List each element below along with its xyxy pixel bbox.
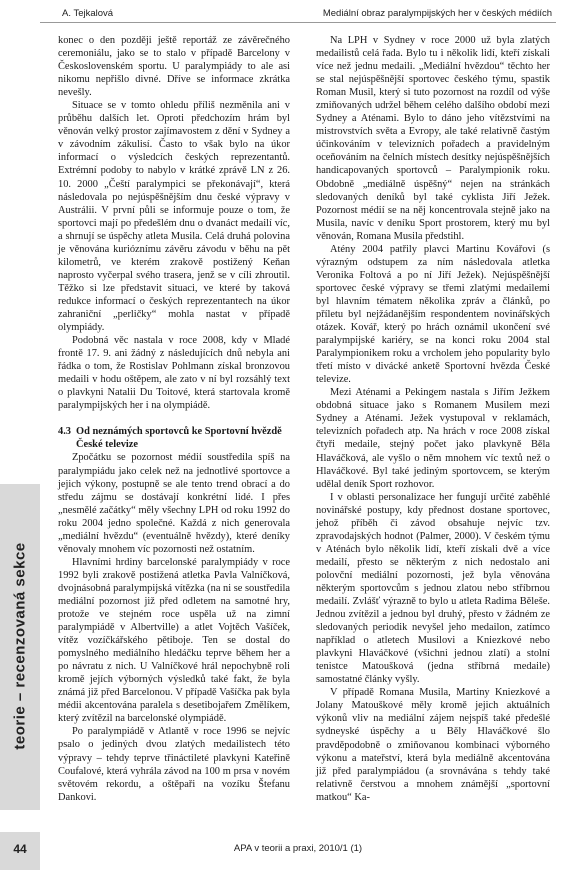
section-number: 4.3 [58,426,71,438]
paragraph: Mezi Aténami a Pekingem nastala s Jiřím Ježkem obdobná situace jako s Romanem Musilem mezi Sydney a Aténami. Ježek vystupoval v reklamách, televizních pořadech atp. Na hrách v roce 2008 získal čtyři medaile, stejný počet jako plavkyně Běla Hlaváčková, ale vyšlo o něm mnohem víc textů než o Hlaváčkové. Byl také jediným sportovcem, se kterým udělal deník Sport rozhovor. [316,387,550,490]
paragraph: Na LPH v Sydney v roce 2000 už byla zlatých medailistů celá řada. Bylo tu i několik lidí, kteří získali více než jednu medaili. „Mediální hvězdou“ těchto her se stal nejúspěšnější sportovec českého týmu, spastik Roman Musil, který si tuto pozornost na rozdíl od výše zmiňovaných udržel během celého dalšího období mezi Sydney a Aténami. Bylo to dáno jeho vítězstvími na mistrovstvích světa a Evropy, ale také relativně častým účinkováním v televizních pořadech a pravidelným oceňováním na čelních místech desítky nejúspěšnějších handicapovaných sportovců – Paralympionik roku. Obdobně „mediálně úspěšný“ nejen na stránkách sledovaných deníků byl také cyklista Jiří Ježek. Pozornost médií se na něj koncentrovala stejně jako na Musila, navíc v deníku Sport prostorem, který mu byl věnován, Romana Musila předstihl. [316,35,550,242]
left-column [58,34,290,804]
header-author: A. Tejkalová [62,8,114,19]
section-sidebar-label: teorie – recenzovaná sekce [11,542,29,750]
paragraph: Atény 2004 patřily plavci Martinu Kovářovi (s výrazným odstupem za ním následovala atletka Veronika Foltová a po ní Jiří Ježek). Nejúspěšnější sportovec české výpravy se třemi zlatými medailemi byl hlavním tématem několika zpráv a článků, po příletu byl nejžádanějším respondentem novinářských otázek. Kovář, který po hrách oznámil ukončení své paralympijské kariéry, se na konci roku 2004 stal Paralympionikem roku a vrcholem jeho popularity bylo třetí místo v divácké anketě Sportovní hvězda České televize. [316,243,550,386]
page-footer: APA v teorii a praxi, 2010/1 (1) [233,843,363,854]
right-column [316,34,550,804]
paragraph: V případě Romana Musila, Martiny Kniezkové a Jolany Matouškové měly kromě jejich aktuálních výkonů vliv na mediální zájem nejspíš také předešlé sydneyské úspěchy a u Běly Hlaváčkové šlo pravděpodobně o zmiňovanou kombinaci výborného výkonu a mateřství, která byla mediálně akcentována již před paralympiádou (a srovnávána s tehdy také relativně čerstvou a mnohem známější „sportovní matkou“ Ka- [316,687,550,803]
page-number: 44 [13,842,27,856]
paragraph: Podobná věc nastala v roce 2008, kdy v Mladé frontě 17. 9. ani žádný z následujících dnů nebyla ani řádka o tom, že Rostislav Pohlmann získal bronzovou medaili v hodu oštěpem, ale zato v ní byl rozsáhlý text o plavkyni Natalii Du Toitové, která startovala kromě paralympijských her i na olympiádě. [58,335,290,412]
paragraph: Situace se v tomto ohledu příliš nezměnila ani v průběhu dalších let. Oproti předchozím hrám byl věnován velký prostor zajímavostem z dění v Sydney a v závodním zákulisí. Často to však bylo na úkor informací o výsledcích českých reprezentantů. Extrémní podoby to nabylo v krátké zprávě LN z 26. 10. 2000 „Čeští paralympici se překonávají“, která následovala po nejúspěšnějším dnu české výpravy v Austrálii. V první půli se informuje pouze o tom, že sportovci mají po předešlém dnu o dvanáct medailí víc, a shrnují se úspěchy atleta Musila. Celá druhá polovina je věnována kurióznímu závěru závodu v běhu na pět kilometrů, ve kterém zrakově postižený Keňan naprosto vyčerpal svého trasera, jenž se v cíli zhroutil. Těžko si lze představit situaci, ve které by taková redukce informací o českých reprezentantech na úkor zahraniční „perličky“ mohla nastat v případě olympiády. [58,100,290,334]
section-title: Od neznámých sportovců ke Sportovní hvězdě České televize [76,426,282,451]
paragraph: Po paralympiádě v Atlantě v roce 1996 se nejvíc psalo o jediných dvou zlatých medailistech této výpravy – tehdy teprve třináctileté plavkyni Kateřině Coufalové, která vyhrála závod na 100 m prsa v novém světovém rekordu, a oštěpaři na vozíku Štefanu Dankovi. [58,726,290,803]
header-divider [40,22,556,23]
header-running-title: Mediální obraz paralympijských her v českých médiích [322,8,552,19]
paragraph: Zpočátku se pozornost médií soustředila spíš na paralympiádu jako celek než na jednotlivé sportovce a jejich výkony, postupně se ale tento trend obrací a do středu zájmu se dostávají konkrétní lidé. I přes „nesmělé začátky“ měly všechny LPH od roku 1992 do roku 2004 jedno společné. Každá z nich generovala „mediální hvězdu“ (eventuálně hvězdy), které deníky věnovaly mnohem víc pozornosti než ostatním. [58,452,290,555]
running-header [40,6,556,22]
paragraph: Hlavními hrdiny barcelonské paralympiády v roce 1992 byli zrakově postižená atletka Pavla Valníčková, dvojnásobná paralympijská vítězka (na ni se soustředila mediální pozornost již před odletem na samotné hry, protože ve stejném roce uspěla už na zimní paralympiádě v Albertville) a atlet Vojtěch Vašíček, vítěz vozíčkářského pětiboje. Ten se dostal do pomyslného mediálního hledáčku teprve během her a po návratu z nich. U Valníčkové hrál nepochybně roli kromě jejích výborných výsledků také fakt, že byla známá již před Barcelonou. V případě Vašíčka pak byla médii akcentována paralela s desetibojařem Změlíkem, který zvítězil na barcelonské olympiádě. [58,556,290,725]
paragraph: I v oblasti personalizace her fungují určité zaběhlé novinářské postupy, kdy přednost dostane sportovec, jehož příběh či závod obsahuje nejvíc tzv. zpravodajských hodnot (Palmer, 2000). V českém týmu v Aténách bylo několik lidí, kteří získali dvě a více medailí, přesto se některým z nich nedostalo ani polovční mediální pozornosti, jež byla věnována některým sportovcům s jednou zlatou nebo stříbrnou medailí. Zvlášť výrazně to bylo u atleta Radima Běleše. Jednou zvítězil a jednou byl druhý, přesto v žádném ze sledovaných periodik nevyšel jeho medailon, zatímco například o atletech Musilovi a Kniezkové nebo plavkyni Hlaváčkové (všichni jednou zlatí) a stolní tenistce Matoušková (jedna stříbrná medaile) samostatné články vyšly. [316,491,550,686]
section-heading [58,425,290,451]
paragraph: konec o den později ještě reportáž ze závěrečného ceremoniálu, jako se to stalo v případě Barcelony v Československém sportu. U paralympiády to ale asi nikomu nepřišlo divné. Dříve se informace zkrátka nevešly. [58,35,290,99]
